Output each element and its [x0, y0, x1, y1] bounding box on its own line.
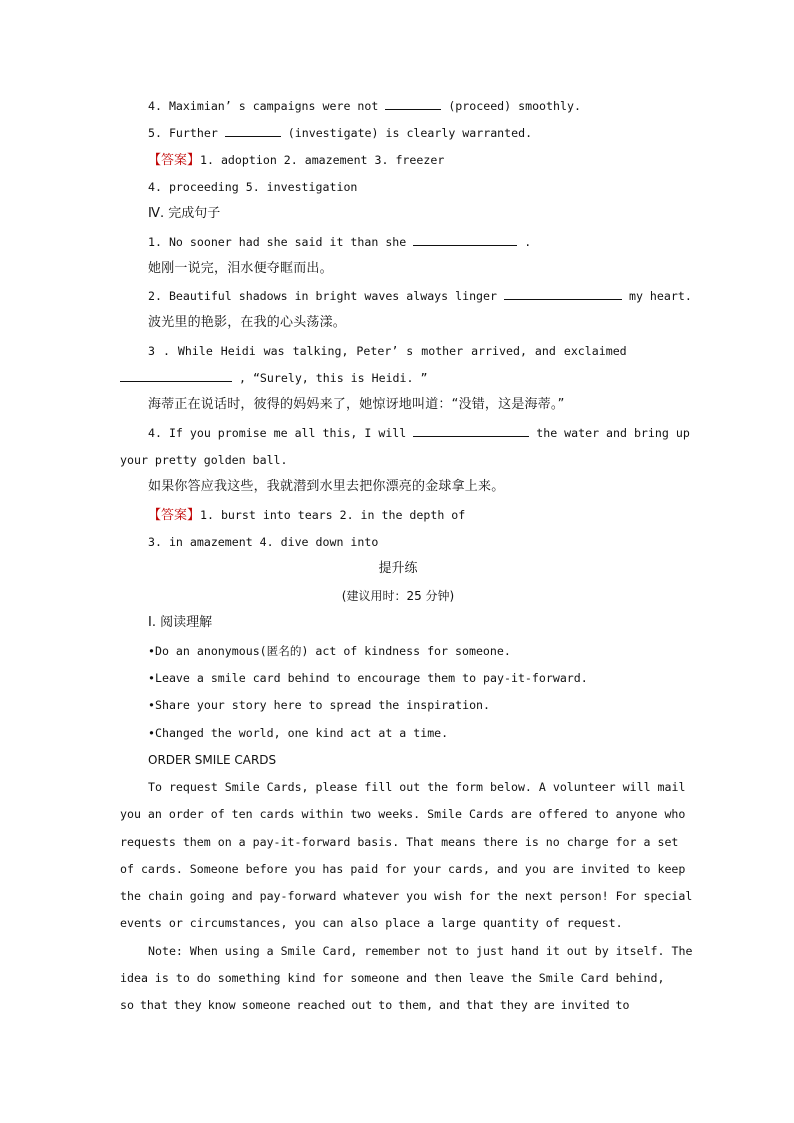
- note-line: so that they know someone reached out to them, and that they are invited to: [120, 998, 630, 1012]
- question-3-chinese: 海蒂正在说话时，彼得的妈妈来了，她惊讶地叫道：“没错，这是海蒂。”: [148, 397, 565, 412]
- note-line: idea is to do something kind for someone and then leave the Smile Card behind,: [120, 971, 665, 985]
- paragraph-line: requests them on a pay-it-forward basis. That means there is no charge for a set: [120, 835, 679, 849]
- order-heading: ORDER SMILE CARDS: [148, 753, 277, 767]
- question-1-chinese: 她刚一说完，泪水便夺眶而出。: [148, 261, 333, 276]
- answer-line-4: 3. in amazement 4. dive down into: [148, 535, 379, 549]
- exercise-line-4: 4. Maximian’ s campaigns were not (proceed) smoothly.: [148, 99, 581, 113]
- section-title: 提升练: [378, 561, 418, 576]
- suggested-time: (建议用时：25 分钟): [341, 589, 455, 603]
- answer-line-3: 【答案】1. burst into tears 2. in the depth of: [148, 508, 466, 523]
- paragraph-line: you an order of ten cards within two weeks. Smile Cards are offered to anyone who: [120, 807, 686, 821]
- question-2: 2. Beautiful shadows in bright waves always linger my heart.: [148, 289, 692, 303]
- section-heading-i: Ⅰ. 阅读理解: [148, 615, 213, 630]
- paragraph-line: events or circumstances, you can also place a large quantity of request.: [120, 916, 623, 930]
- bullet-item: •Changed the world, one kind act at a time.: [148, 726, 449, 740]
- answer-line-1: 【答案】1. adoption 2. amazement 3. freezer: [148, 153, 445, 168]
- answer-blank: [120, 371, 232, 382]
- answer-line-2: 4. proceeding 5. investigation: [148, 180, 358, 194]
- question-2-chinese: 波光里的艳影，在我的心头荡漾。: [148, 315, 347, 330]
- bullet-item: •Do an anonymous(匿名的) act of kindness for someone.: [148, 644, 511, 658]
- question-3-cont: , “Surely, this is Heidi. ”: [120, 371, 676, 385]
- paragraph-line: To request Smile Cards, please fill out the form below. A volunteer will mail: [148, 780, 686, 794]
- bullet-item: •Leave a smile card behind to encourage them to pay-it-forward.: [148, 671, 588, 685]
- question-4-cont: your pretty golden ball.: [120, 453, 288, 467]
- answer-blank: [504, 289, 622, 300]
- answer-blank: [413, 235, 517, 246]
- question-3: 3 . While Heidi was talking, Peter’ s mother arrived, and exclaimed: [148, 344, 627, 358]
- note-line: Note: When using a Smile Card, remember not to just hand it out by itself. The: [148, 944, 693, 958]
- paragraph-line: the chain going and pay-forward whatever you wish for the next person! For special: [120, 889, 693, 903]
- exercise-line-5: 5. Further (investigate) is clearly warranted.: [148, 126, 533, 140]
- answer-blank: [413, 426, 529, 437]
- section-heading-iv: Ⅳ. 完成句子: [148, 206, 221, 221]
- answer-blank: [225, 126, 281, 137]
- question-1: 1. No sooner had she said it than she .: [148, 235, 532, 249]
- question-4: 4. If you promise me all this, I will the water and bring up: [148, 426, 690, 440]
- answer-blank: [385, 99, 441, 110]
- bullet-item: •Share your story here to spread the inspiration.: [148, 698, 491, 712]
- answer-tag: 【答案】: [148, 153, 201, 168]
- question-4-chinese: 如果你答应我这些，我就潜到水里去把你漂亮的金球拿上来。: [148, 479, 505, 494]
- paragraph-line: of cards. Someone before you has paid for your cards, and you are invited to keep: [120, 862, 686, 876]
- answer-tag: 【答案】: [148, 508, 201, 523]
